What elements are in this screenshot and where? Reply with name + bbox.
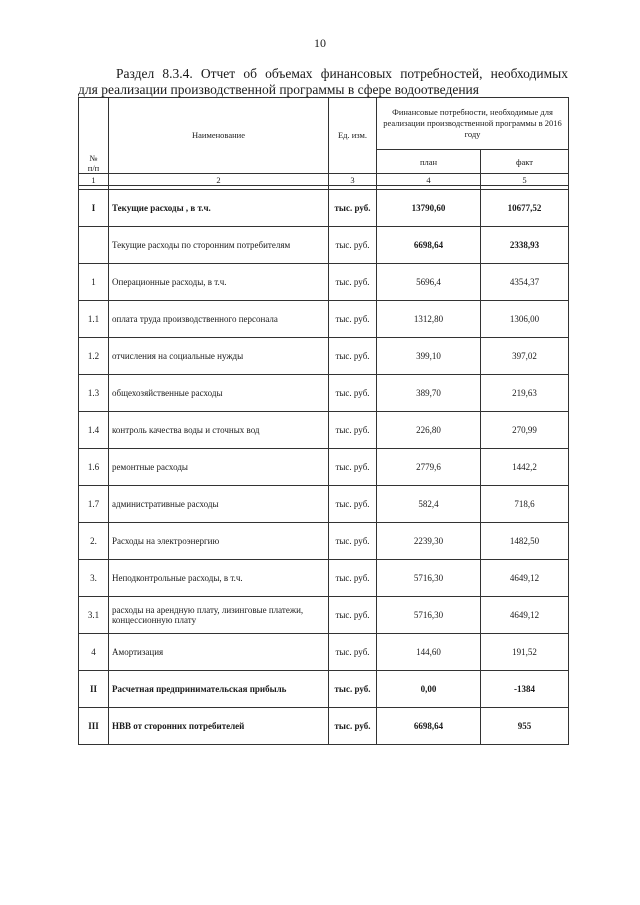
row-plan-value: 1312,80	[377, 301, 481, 338]
row-name: оплата труда производственного персонала	[109, 301, 329, 338]
row-plan-value: 5696,4	[377, 264, 481, 301]
row-number: 3.1	[79, 597, 109, 634]
row-plan-value: 2779,6	[377, 449, 481, 486]
row-fact-value: 4649,12	[481, 560, 569, 597]
row-unit: тыс. руб.	[329, 671, 377, 708]
row-number: 1.1	[79, 301, 109, 338]
row-unit: тыс. руб.	[329, 486, 377, 523]
row-name: Амортизация	[109, 634, 329, 671]
row-name: Неподконтрольные расходы, в т.ч.	[109, 560, 329, 597]
row-plan-value: 6698,64	[377, 227, 481, 264]
row-unit: тыс. руб.	[329, 338, 377, 375]
table-row	[79, 560, 569, 597]
row-unit: тыс. руб.	[329, 708, 377, 745]
header-plan: план	[377, 150, 481, 174]
row-fact-value: 4649,12	[481, 597, 569, 634]
row-name: ремонтные расходы	[109, 449, 329, 486]
row-unit: тыс. руб.	[329, 412, 377, 449]
row-number: 1	[79, 264, 109, 301]
row-number: II	[79, 671, 109, 708]
row-fact-value: 718,6	[481, 486, 569, 523]
table-row	[79, 301, 569, 338]
table-body	[79, 186, 569, 745]
page-number: 10	[314, 36, 326, 50]
section-heading	[78, 66, 568, 98]
row-unit: тыс. руб.	[329, 634, 377, 671]
row-unit: тыс. руб.	[329, 449, 377, 486]
row-unit: тыс. руб.	[329, 523, 377, 560]
row-plan-value: 389,70	[377, 375, 481, 412]
row-plan-value: 226,80	[377, 412, 481, 449]
row-name: общехозяйственные расходы	[109, 375, 329, 412]
column-number-1: 1	[79, 174, 109, 186]
row-name: НВВ от сторонних потребителей	[109, 708, 329, 745]
row-name: Расчетная предпринимательская прибыль	[109, 671, 329, 708]
row-plan-value: 6698,64	[377, 708, 481, 745]
row-plan-value: 2239,30	[377, 523, 481, 560]
row-plan-value: 5716,30	[377, 597, 481, 634]
row-fact-value: 191,52	[481, 634, 569, 671]
header-unit: Ед. изм.	[329, 98, 377, 174]
row-plan-value: 399,10	[377, 338, 481, 375]
financial-needs-table	[78, 97, 569, 745]
heading-line-1-text: Раздел 8.3.4. Отчет об объемах финансовых потребностей, необходимых	[116, 66, 568, 81]
row-unit: тыс. руб.	[329, 301, 377, 338]
row-plan-value: 144,60	[377, 634, 481, 671]
row-plan-value: 0,00	[377, 671, 481, 708]
row-number: III	[79, 708, 109, 745]
table-row	[79, 708, 569, 745]
row-fact-value: 270,99	[481, 412, 569, 449]
row-number: 1.3	[79, 375, 109, 412]
column-number-5: 5	[481, 174, 569, 186]
table-row	[79, 634, 569, 671]
row-number	[79, 227, 109, 264]
row-plan-value: 13790,60	[377, 190, 481, 227]
column-number-3: 3	[329, 174, 377, 186]
row-fact-value: 219,63	[481, 375, 569, 412]
table-row	[79, 486, 569, 523]
table-row	[79, 338, 569, 375]
row-name: Операционные расходы, в т.ч.	[109, 264, 329, 301]
row-plan-value: 582,4	[377, 486, 481, 523]
table-row	[79, 449, 569, 486]
column-number-4: 4	[377, 174, 481, 186]
row-unit: тыс. руб.	[329, 560, 377, 597]
row-fact-value: 10677,52	[481, 190, 569, 227]
row-unit: тыс. руб.	[329, 190, 377, 227]
row-number: 3.	[79, 560, 109, 597]
table-row	[79, 264, 569, 301]
header-number: № п/п	[79, 98, 109, 174]
table-row	[79, 190, 569, 227]
row-number: 4	[79, 634, 109, 671]
table-row	[79, 671, 569, 708]
row-fact-value: 2338,93	[481, 227, 569, 264]
row-name: расходы на арендную плату, лизинговые платежи, концессионную плату	[109, 597, 329, 634]
header-financial-needs: Финансовые потребности, необходимые для реализации производственной программы в 2016 году	[377, 98, 569, 150]
row-name: Текущие расходы , в т.ч.	[109, 190, 329, 227]
row-fact-value: 1482,50	[481, 523, 569, 560]
row-number: 2.	[79, 523, 109, 560]
row-name: контроль качества воды и сточных вод	[109, 412, 329, 449]
row-fact-value: 1442,2	[481, 449, 569, 486]
heading-line-1	[78, 66, 568, 82]
row-number: 1.2	[79, 338, 109, 375]
row-name: Расходы на электроэнергию	[109, 523, 329, 560]
row-number: 1.7	[79, 486, 109, 523]
row-unit: тыс. руб.	[329, 264, 377, 301]
table-row	[79, 523, 569, 560]
heading-line-2: для реализации производственной программы в сфере водоотведения	[78, 82, 479, 97]
row-fact-value: -1384	[481, 671, 569, 708]
row-unit: тыс. руб.	[329, 597, 377, 634]
row-fact-value: 1306,00	[481, 301, 569, 338]
row-fact-value: 4354,37	[481, 264, 569, 301]
column-number-2: 2	[109, 174, 329, 186]
table-row	[79, 412, 569, 449]
row-name: Текущие расходы по сторонним потребителям	[109, 227, 329, 264]
table-row	[79, 597, 569, 634]
header-name: Наименование	[109, 98, 329, 174]
table-row	[79, 375, 569, 412]
header-fact: факт	[481, 150, 569, 174]
row-number: 1.4	[79, 412, 109, 449]
row-name: отчисления на социальные нужды	[109, 338, 329, 375]
row-unit: тыс. руб.	[329, 227, 377, 264]
row-name: административные расходы	[109, 486, 329, 523]
row-fact-value: 397,02	[481, 338, 569, 375]
row-plan-value: 5716,30	[377, 560, 481, 597]
row-fact-value: 955	[481, 708, 569, 745]
row-number: I	[79, 190, 109, 227]
table-row	[79, 227, 569, 264]
row-number: 1.6	[79, 449, 109, 486]
row-unit: тыс. руб.	[329, 375, 377, 412]
